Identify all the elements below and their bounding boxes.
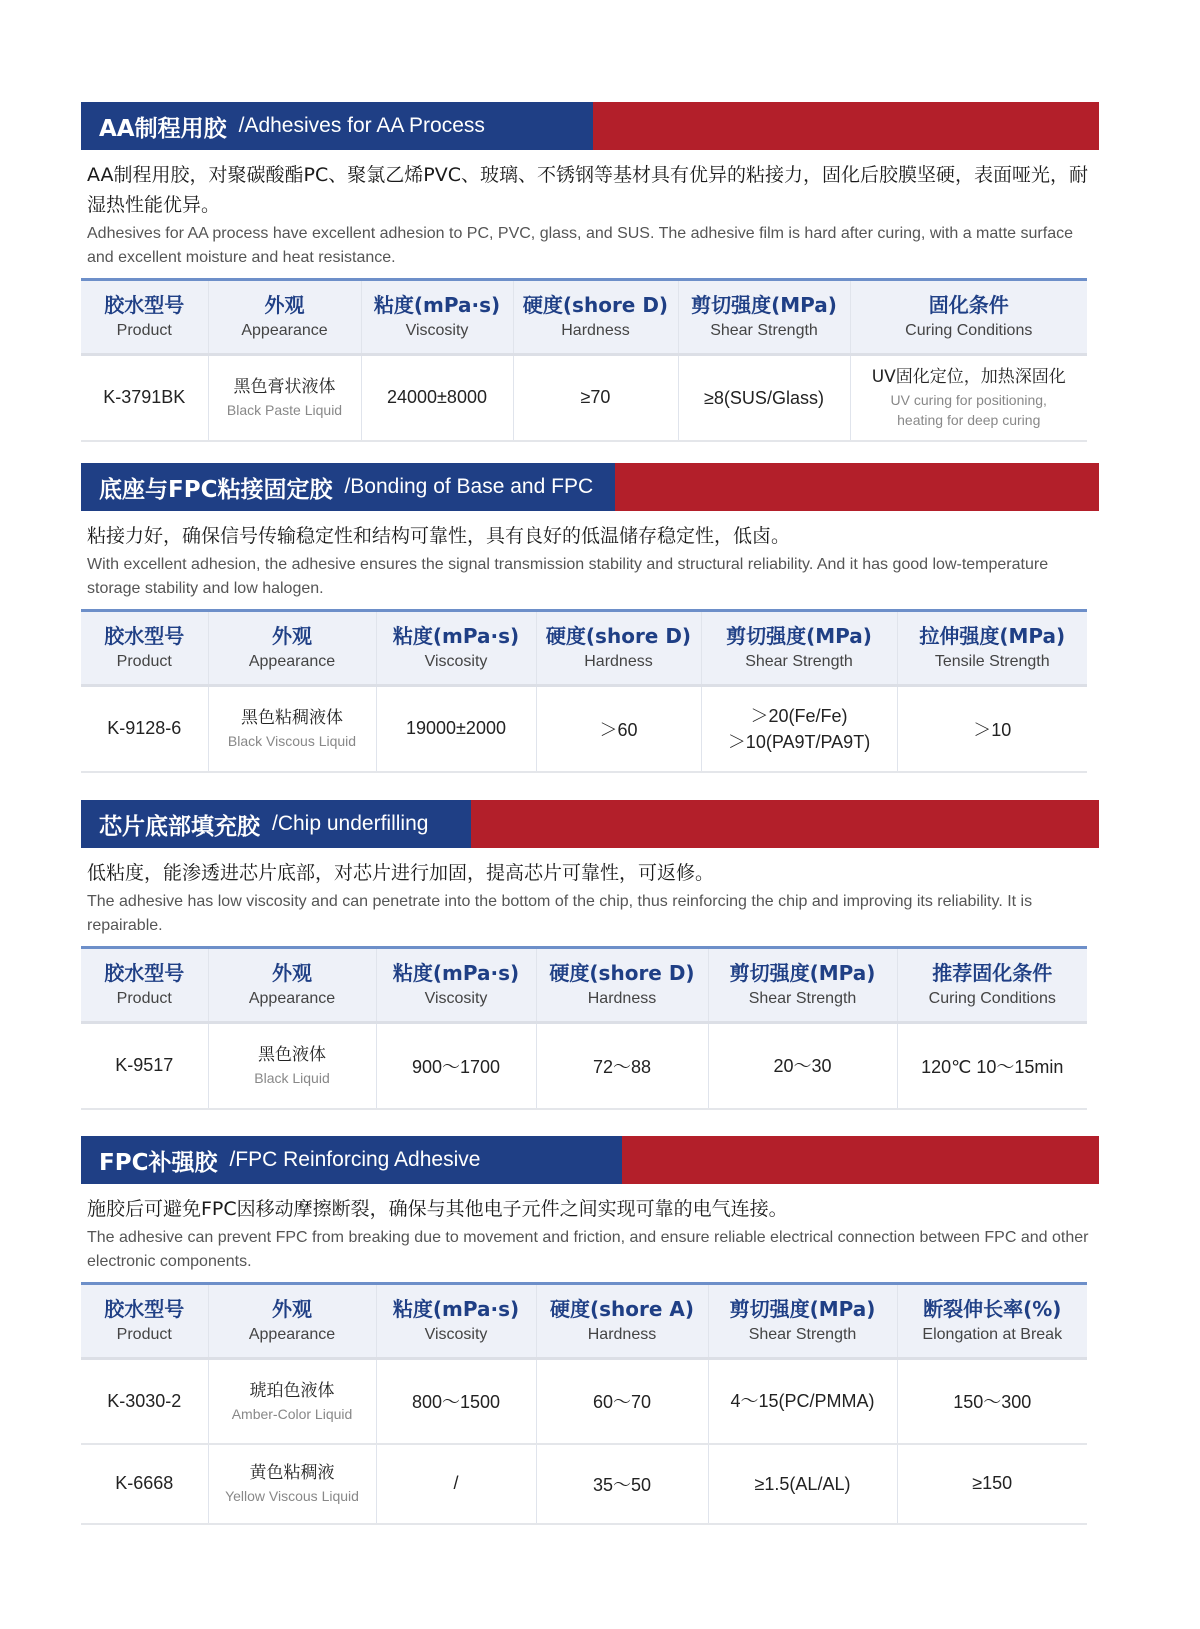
hardness-cell: 60～70	[536, 1359, 708, 1444]
shear-cell: 20～30	[708, 1023, 897, 1109]
table-header-row	[81, 611, 1087, 686]
header-cell: 粘度(mPa·s) Viscosity	[376, 611, 536, 686]
section-fpc-reinforcing	[81, 1136, 1099, 1525]
hardness-cell: ＞60	[536, 686, 701, 772]
table-header-row	[81, 948, 1087, 1023]
curing-cell: UV固化定位，加热深固化 UV curing for positioning, heating for deep curing	[850, 355, 1087, 441]
header-cell: 胶水型号 Product	[81, 280, 208, 355]
section-title-en: /Adhesives for AA Process	[238, 114, 485, 137]
header-cell: 硬度(shore D) Hardness	[536, 611, 701, 686]
table-row	[81, 1023, 1087, 1109]
section-description-en: The adhesive can prevent FPC from breaking due to movement and friction, and ensure reliable electrical connection between FPC and other electronic components.	[87, 1229, 1089, 1270]
header-cell: 外观 Appearance	[208, 1284, 376, 1359]
table-row	[81, 686, 1087, 772]
appearance-cell: 黑色膏状液体 Black Paste Liquid	[208, 355, 361, 441]
section-base-fpc-bonding	[81, 463, 1099, 773]
header-cell: 粘度(mPa·s) Viscosity	[376, 1284, 536, 1359]
section-title-cn: AA制程用胶	[99, 115, 227, 142]
header-cell: 硬度(shore D) Hardness	[513, 280, 678, 355]
viscosity-cell: 800～1500	[376, 1359, 536, 1444]
elongation-cell: ≥150	[897, 1444, 1087, 1524]
product-cell: K-6668	[81, 1444, 208, 1524]
section-description-en: Adhesives for AA process have excellent adhesion to PC, PVC, glass, and SUS. The adhesive film is hard after curing, with a matte surface and excellent moisture and heat resistance.	[87, 225, 1073, 266]
header-cell: 剪切强度(MPa) Shear Strength	[708, 948, 897, 1023]
section-title-cn: 底座与FPC粘接固定胶	[99, 476, 333, 503]
spec-table	[81, 946, 1087, 1110]
section-title-cn: 芯片底部填充胶	[99, 813, 260, 840]
hardness-cell: 72～88	[536, 1023, 708, 1109]
hardness-cell: ≥70	[513, 355, 678, 441]
header-cell: 粘度(mPa·s) Viscosity	[376, 948, 536, 1023]
section-title-en: /FPC Reinforcing Adhesive	[229, 1148, 481, 1171]
product-cell: K-9128-6	[81, 686, 208, 772]
table-row	[81, 1359, 1087, 1444]
section-description-cn: AA制程用胶，对聚碳酸酯PC、聚氯乙烯PVC、玻璃、不锈钢等基材具有优异的粘接力，固化后胶膜坚硬，表面哑光，耐湿热性能优异。	[87, 164, 1088, 216]
shear-cell: ＞20(Fe/Fe) ＞10(PA9T/PA9T)	[701, 686, 897, 772]
header-cell: 外观 Appearance	[208, 948, 376, 1023]
spec-table	[81, 278, 1087, 442]
section-description-en: The adhesive has low viscosity and can penetrate into the bottom of the chip, thus reinforcing the chip and improving its reliability. It is repairable.	[87, 893, 1033, 934]
section-title-en: /Chip underfilling	[272, 812, 429, 835]
banner-title-block	[81, 800, 471, 848]
header-cell: 胶水型号 Product	[81, 1284, 208, 1359]
table-row	[81, 1444, 1087, 1524]
shear-cell: 4～15(PC/PMMA)	[708, 1359, 897, 1444]
section-banner	[81, 102, 1099, 150]
product-cell: K-3791BK	[81, 355, 208, 441]
product-cell: K-3030-2	[81, 1359, 208, 1444]
table-header-row	[81, 280, 1087, 355]
section-banner	[81, 1136, 1099, 1184]
header-cell: 剪切强度(MPa) Shear Strength	[701, 611, 897, 686]
shear-cell: ≥1.5(AL/AL)	[708, 1444, 897, 1524]
section-chip-underfilling	[81, 800, 1099, 1110]
spec-table	[81, 1282, 1087, 1525]
header-cell: 粘度(mPa·s) Viscosity	[361, 280, 513, 355]
header-cell: 硬度(shore D) Hardness	[536, 948, 708, 1023]
table-header-row	[81, 1284, 1087, 1359]
section-description-cn: 低粘度，能渗透进芯片底部，对芯片进行加固，提高芯片可靠性，可返修。	[87, 862, 715, 884]
header-cell: 剪切强度(MPa) Shear Strength	[678, 280, 850, 355]
appearance-cell: 黄色粘稠液 Yellow Viscous Liquid	[208, 1444, 376, 1524]
banner-title-block	[81, 102, 593, 150]
appearance-cell: 黑色液体 Black Liquid	[208, 1023, 376, 1109]
banner-title-block	[81, 463, 615, 511]
curing-cell: 120℃ 10～15min	[897, 1023, 1087, 1109]
hardness-cell: 35～50	[536, 1444, 708, 1524]
viscosity-cell: 19000±2000	[376, 686, 536, 772]
viscosity-cell: 900～1700	[376, 1023, 536, 1109]
shear-cell: ≥8(SUS/Glass)	[678, 355, 850, 441]
header-cell: 固化条件 Curing Conditions	[850, 280, 1087, 355]
header-cell: 剪切强度(MPa) Shear Strength	[708, 1284, 897, 1359]
header-cell: 断裂伸长率(%) Elongation at Break	[897, 1284, 1087, 1359]
elongation-cell: 150～300	[897, 1359, 1087, 1444]
section-banner	[81, 800, 1099, 848]
section-description-cn: 施胶后可避免FPC因移动摩擦断裂，确保与其他电子元件之间实现可靠的电气连接。	[87, 1198, 788, 1220]
spec-table	[81, 609, 1087, 773]
viscosity-cell: /	[376, 1444, 536, 1524]
tensile-cell: ＞10	[897, 686, 1087, 772]
table-row	[81, 355, 1087, 441]
section-description-en: With excellent adhesion, the adhesive ensures the signal transmission stability and structural reliability. And it has good low-temperature storage stability and low halogen.	[87, 556, 1049, 597]
section-aa-process	[81, 102, 1099, 442]
header-cell: 胶水型号 Product	[81, 611, 208, 686]
header-cell: 外观 Appearance	[208, 611, 376, 686]
header-cell: 硬度(shore A) Hardness	[536, 1284, 708, 1359]
section-title-cn: FPC补强胶	[99, 1149, 218, 1176]
appearance-cell: 黑色粘稠液体 Black Viscous Liquid	[208, 686, 376, 772]
header-cell: 推荐固化条件 Curing Conditions	[897, 948, 1087, 1023]
banner-title-block	[81, 1136, 622, 1184]
appearance-cell: 琥珀色液体 Amber-Color Liquid	[208, 1359, 376, 1444]
section-title-en: /Bonding of Base and FPC	[344, 475, 594, 498]
section-banner	[81, 463, 1099, 511]
header-cell: 胶水型号 Product	[81, 948, 208, 1023]
viscosity-cell: 24000±8000	[361, 355, 513, 441]
header-cell: 外观 Appearance	[208, 280, 361, 355]
header-cell: 拉伸强度(MPa) Tensile Strength	[897, 611, 1087, 686]
section-description-cn: 粘接力好，确保信号传输稳定性和结构可靠性，具有良好的低温储存稳定性，低卤。	[87, 525, 791, 547]
product-cell: K-9517	[81, 1023, 208, 1109]
